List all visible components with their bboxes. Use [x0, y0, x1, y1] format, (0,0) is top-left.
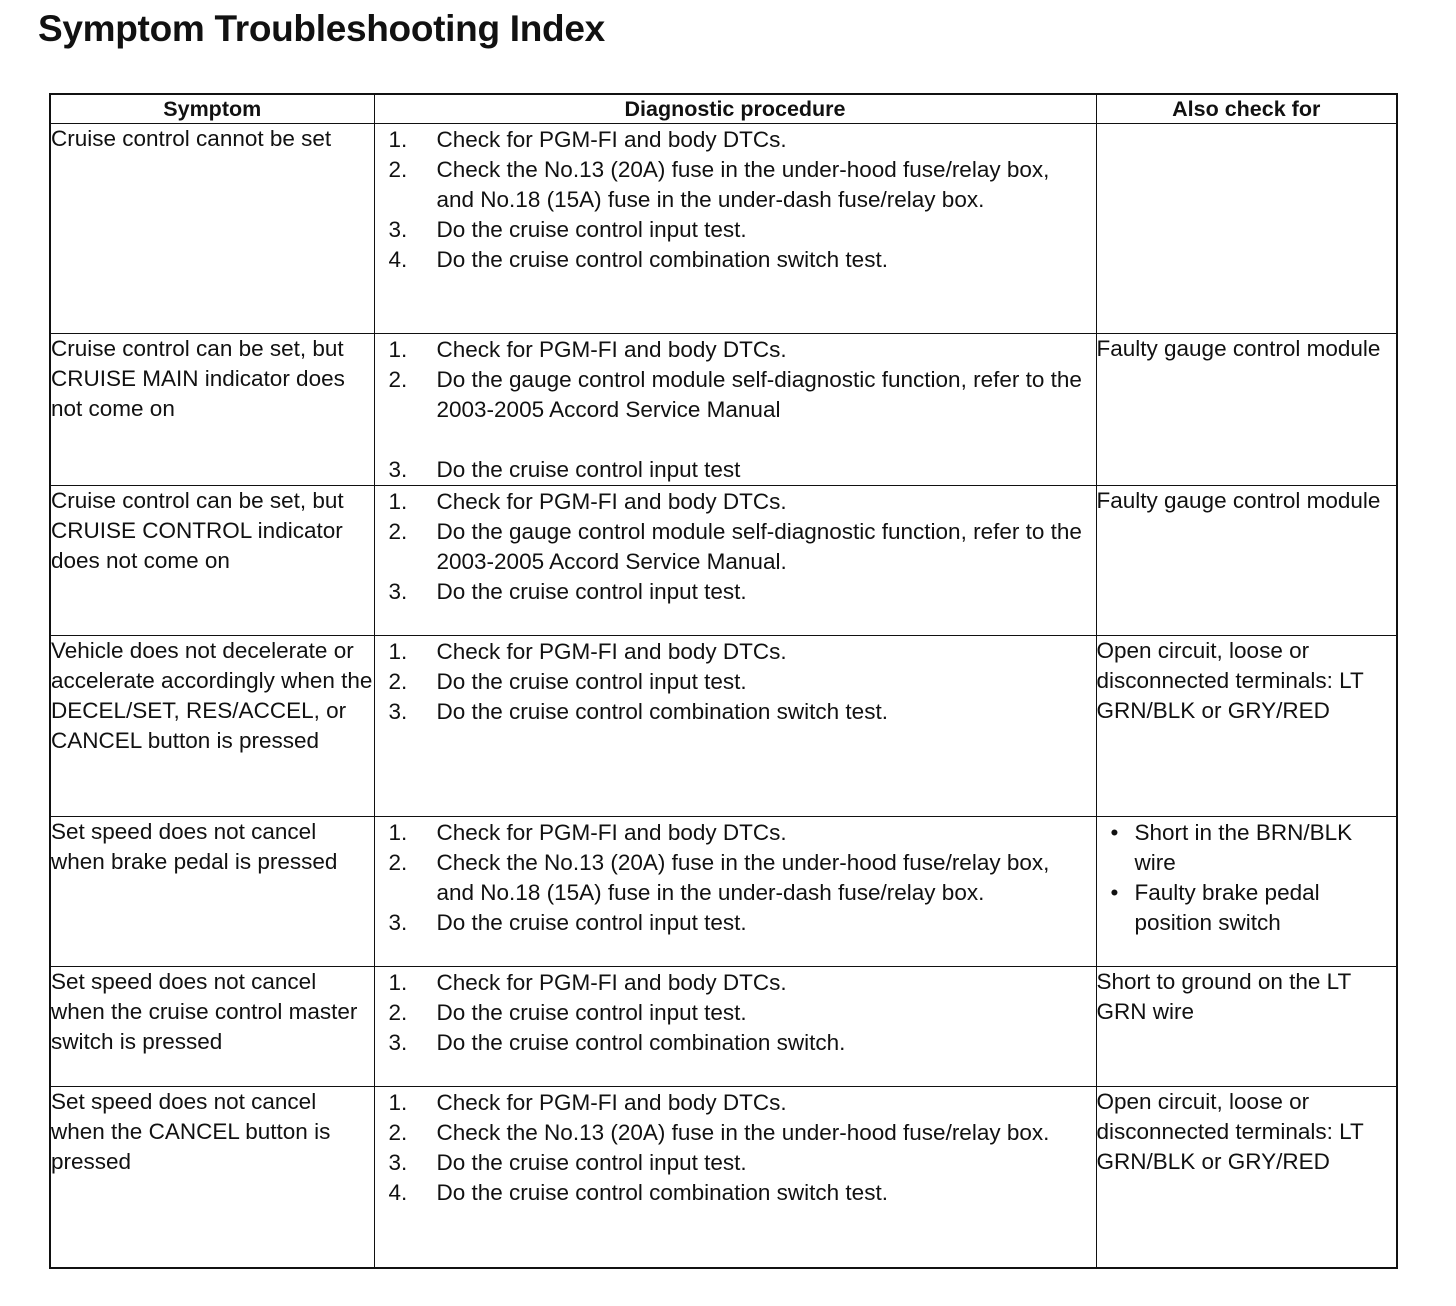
step-number: 3.	[388, 910, 408, 935]
step-number: 1.	[388, 489, 408, 514]
also-check-text: Short in the BRN/BLK wire	[1134, 820, 1353, 875]
also-check-cell	[1096, 124, 1397, 334]
procedure-step	[389, 487, 1090, 517]
procedure-step	[389, 455, 1090, 485]
procedure-step	[389, 1118, 1090, 1148]
procedure-steps	[375, 124, 1096, 275]
table-row	[50, 817, 1397, 967]
procedure-step	[389, 1088, 1090, 1118]
step-text: Check the No.13 (20A) fuse in the under-hood fuse/relay box.	[436, 1120, 1050, 1145]
step-number: 4.	[388, 247, 408, 272]
symptom-cell: Cruise control can be set, but CRUISE MAIN indicator does not come on	[50, 334, 374, 486]
procedure-cell	[374, 1087, 1096, 1268]
step-number: 1.	[388, 820, 408, 845]
procedure-steps	[375, 967, 1096, 1058]
table-row	[50, 486, 1397, 636]
procedure-cell	[374, 817, 1096, 967]
procedure-step	[389, 155, 1090, 215]
procedure-steps	[375, 636, 1096, 727]
procedure-step	[389, 335, 1090, 365]
step-number: 3.	[388, 1150, 408, 1175]
step-text: Do the cruise control input test.	[436, 1000, 747, 1025]
also-check-list	[1097, 817, 1397, 938]
step-text: Check for PGM-FI and body DTCs.	[436, 337, 787, 362]
step-number: 3.	[388, 579, 408, 604]
step-text: Do the cruise control input test.	[436, 910, 747, 935]
step-text: Do the cruise control combination switch test.	[436, 699, 888, 724]
also-check-item	[1111, 878, 1391, 938]
procedure-cell	[374, 967, 1096, 1087]
table-row	[50, 124, 1397, 334]
procedure-step	[389, 517, 1090, 577]
symptom-cell: Set speed does not cancel when the cruise control master switch is pressed	[50, 967, 374, 1087]
step-text: Do the gauge control module self-diagnostic function, refer to the 2003-2005 Accord Service Manual	[436, 367, 1082, 422]
step-number: 3.	[388, 457, 408, 482]
table-row	[50, 1087, 1397, 1268]
step-number: 1.	[388, 337, 408, 362]
procedure-step	[389, 637, 1090, 667]
step-number: 1.	[388, 1090, 408, 1115]
step-text: Do the cruise control combination switch test.	[436, 247, 888, 272]
procedure-step	[389, 1028, 1090, 1058]
procedure-steps	[375, 817, 1096, 938]
procedure-step	[389, 365, 1090, 425]
procedure-step	[389, 1148, 1090, 1178]
symptom-cell: Vehicle does not decelerate or accelerate accordingly when the DECEL/SET, RES/ACCEL, or CANCEL button is pressed	[50, 636, 374, 817]
step-number: 3.	[388, 217, 408, 242]
step-text: Check for PGM-FI and body DTCs.	[436, 639, 787, 664]
symptom-cell: Set speed does not cancel when brake pedal is pressed	[50, 817, 374, 967]
bullet-icon: •	[1110, 880, 1119, 905]
step-number: 2.	[388, 519, 408, 544]
procedure-steps	[375, 1087, 1096, 1208]
procedure-step	[389, 577, 1090, 607]
step-text: Check the No.13 (20A) fuse in the under-hood fuse/relay box, and No.18 (15A) fuse in the under-dash fuse/relay box.	[436, 850, 1050, 905]
step-text: Do the cruise control input test.	[436, 1150, 747, 1175]
step-text: Check for PGM-FI and body DTCs.	[436, 1090, 787, 1115]
procedure-header: Diagnostic procedure	[374, 94, 1096, 124]
procedure-step	[389, 667, 1090, 697]
step-number: 2.	[388, 367, 408, 392]
bullet-icon: •	[1110, 820, 1119, 845]
step-text: Check for PGM-FI and body DTCs.	[436, 970, 787, 995]
page-title: Symptom Troubleshooting Index	[38, 8, 605, 49]
procedure-step	[389, 697, 1090, 727]
procedure-step	[389, 1178, 1090, 1208]
step-text: Check for PGM-FI and body DTCs.	[436, 489, 787, 514]
step-text: Check for PGM-FI and body DTCs.	[436, 127, 787, 152]
step-number: 3.	[388, 699, 408, 724]
procedure-cell	[374, 334, 1096, 486]
also-check-cell	[1096, 817, 1397, 967]
procedure-cell	[374, 124, 1096, 334]
procedure-cell	[374, 486, 1096, 636]
also-check-cell: Open circuit, loose or disconnected terminals: LT GRN/BLK or GRY/RED	[1096, 636, 1397, 817]
procedure-step	[389, 818, 1090, 848]
symptom-cell: Cruise control cannot be set	[50, 124, 374, 334]
symptom-cell: Set speed does not cancel when the CANCEL button is pressed	[50, 1087, 374, 1268]
also-check-cell: Open circuit, loose or disconnected terminals: LT GRN/BLK or GRY/RED	[1096, 1087, 1397, 1268]
step-number: 2.	[388, 669, 408, 694]
step-text: Do the cruise control input test.	[436, 579, 747, 604]
step-number: 2.	[388, 157, 408, 182]
step-number: 2.	[388, 1120, 408, 1145]
also-check-cell: Short to ground on the LT GRN wire	[1096, 967, 1397, 1087]
step-number: 4.	[388, 1180, 408, 1205]
table-row	[50, 967, 1397, 1087]
table-row	[50, 636, 1397, 817]
also-check-cell: Faulty gauge control module	[1096, 486, 1397, 636]
step-text: Do the cruise control input test	[436, 457, 741, 482]
procedure-cell	[374, 636, 1096, 817]
step-number: 2.	[388, 1000, 408, 1025]
step-number: 3.	[388, 1030, 408, 1055]
step-number: 1.	[388, 127, 408, 152]
procedure-step	[389, 848, 1090, 908]
step-text: Do the gauge control module self-diagnostic function, refer to the 2003-2005 Accord Service Manual.	[436, 519, 1082, 574]
procedure-step	[389, 908, 1090, 938]
table-row	[50, 334, 1397, 486]
symptom-header: Symptom	[50, 94, 374, 124]
step-number: 1.	[388, 970, 408, 995]
procedure-step	[389, 968, 1090, 998]
procedure-step	[389, 125, 1090, 155]
step-text: Do the cruise control input test.	[436, 217, 747, 242]
step-text: Do the cruise control input test.	[436, 669, 747, 694]
procedure-steps	[375, 334, 1096, 485]
procedure-steps	[375, 486, 1096, 607]
step-text: Check for PGM-FI and body DTCs.	[436, 820, 787, 845]
symptom-cell: Cruise control can be set, but CRUISE CONTROL indicator does not come on	[50, 486, 374, 636]
step-number: 1.	[388, 639, 408, 664]
step-number: 2.	[388, 850, 408, 875]
step-text: Check the No.13 (20A) fuse in the under-hood fuse/relay box, and No.18 (15A) fuse in the under-dash fuse/relay box.	[436, 157, 1050, 212]
also-check-cell: Faulty gauge control module	[1096, 334, 1397, 486]
header-row	[50, 94, 1397, 124]
step-text: Do the cruise control combination switch test.	[436, 1180, 888, 1205]
procedure-step	[389, 245, 1090, 275]
also-check-text: Faulty brake pedal position switch	[1134, 880, 1320, 935]
symptom-index-table	[49, 93, 1398, 1269]
also-check-header: Also check for	[1096, 94, 1397, 124]
procedure-step	[389, 998, 1090, 1028]
also-check-item	[1111, 818, 1391, 878]
step-text: Do the cruise control combination switch.	[436, 1030, 846, 1055]
procedure-step	[389, 215, 1090, 245]
